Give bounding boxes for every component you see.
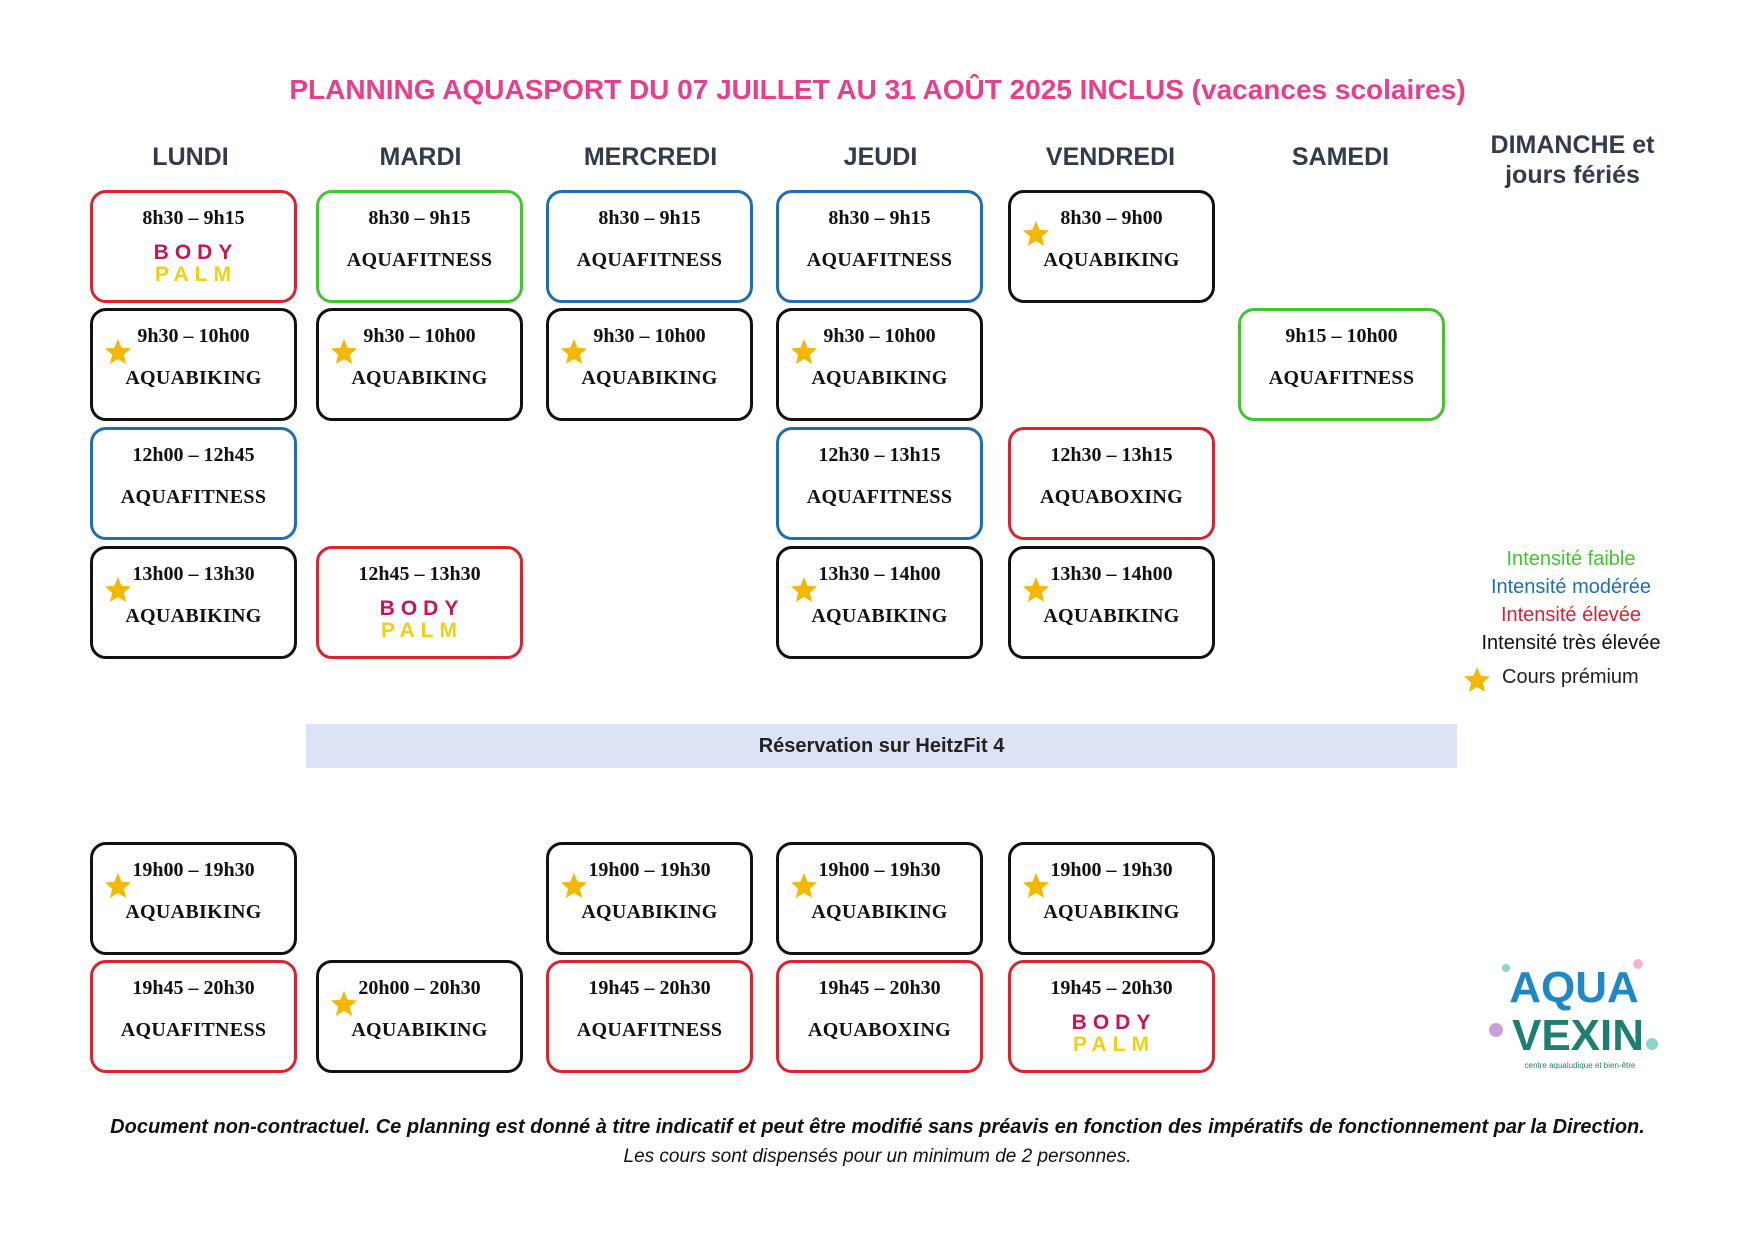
body-palm-logo-top: BODY [153, 241, 239, 264]
session-card-mardi [316, 960, 523, 1073]
disclaimer-line2: Les cours sont dispensés pour un minimum de 2 personnes. [623, 1146, 1132, 1167]
session-time: 9h30 – 10h00 [137, 325, 250, 347]
body-palm-logo-bottom: PALM [1073, 1033, 1155, 1055]
session-card-mercredi [546, 308, 753, 421]
session-course: AQUABIKING [581, 367, 718, 389]
session-course: AQUABIKING [811, 605, 948, 627]
disclaimer-line1: Document non-contractuel. Ce planning est donné à titre indicatif et peut être modifié sans préavis en fonction des impératifs de fonctionnement par la Direction. [110, 1116, 1645, 1138]
session-card-jeudi [776, 190, 983, 303]
session-card-mercredi [546, 842, 753, 955]
body-palm-logo [1047, 1009, 1181, 1055]
session-time: 9h30 – 10h00 [823, 325, 936, 347]
star-icon [1021, 219, 1051, 249]
day-header-dimanche [1470, 130, 1675, 190]
session-time: 9h15 – 10h00 [1285, 325, 1398, 347]
session-time: 19h45 – 20h30 [1050, 977, 1173, 999]
body-palm-logo-bottom: PALM [155, 263, 237, 285]
session-time: 19h00 – 19h30 [588, 859, 711, 881]
body-palm-logo [355, 595, 489, 641]
session-course: AQUABOXING [807, 1019, 951, 1041]
body-palm-logo-top: BODY [1071, 1011, 1157, 1034]
star-icon [329, 337, 359, 367]
star-icon [1021, 575, 1051, 605]
session-card-mardi [316, 546, 523, 659]
session-card-jeudi [776, 308, 983, 421]
star-icon [789, 337, 819, 367]
session-card-vendredi [1008, 546, 1215, 659]
reservation-banner: Réservation sur HeitzFit 4 [306, 724, 1457, 768]
session-time: 12h00 – 12h45 [132, 444, 255, 466]
session-time: 19h45 – 20h30 [132, 977, 255, 999]
session-time: 19h45 – 20h30 [818, 977, 941, 999]
session-time: 20h00 – 20h30 [358, 977, 481, 999]
session-time: 9h30 – 10h00 [363, 325, 476, 347]
session-card-lundi [90, 842, 297, 955]
star-icon [1021, 871, 1051, 901]
session-time: 8h30 – 9h15 [142, 207, 245, 229]
aqua-vexin-logo [1488, 958, 1662, 1078]
session-time: 13h00 – 13h30 [132, 563, 255, 585]
session-course: AQUABOXING [1039, 486, 1183, 508]
session-card-jeudi [776, 842, 983, 955]
star-icon [1462, 665, 1492, 695]
page-title: PLANNING AQUASPORT DU 07 JUILLET AU 31 AOÛT 2025 INCLUS (vacances scolaires) [289, 74, 1466, 105]
star-icon [103, 575, 133, 605]
session-time: 8h30 – 9h00 [1060, 207, 1163, 229]
session-time: 8h30 – 9h15 [368, 207, 471, 229]
body-palm-logo-bottom: PALM [381, 619, 463, 641]
session-course: AQUAFITNESS [346, 249, 493, 271]
session-time: 19h00 – 19h30 [1050, 859, 1173, 881]
session-card-samedi [1238, 308, 1445, 421]
star-icon [789, 575, 819, 605]
legend-intensite-moderee: Intensité modérée [1490, 576, 1652, 598]
session-card-vendredi [1008, 842, 1215, 955]
session-card-lundi [90, 960, 297, 1073]
session-course: AQUABIKING [811, 367, 948, 389]
session-course: AQUABIKING [125, 605, 262, 627]
brand-line1: AQUA [1509, 963, 1639, 1012]
legend-intensite-faible: Intensité faible [1506, 548, 1636, 570]
session-time: 12h30 – 13h15 [818, 444, 941, 466]
session-time: 13h30 – 14h00 [818, 563, 941, 585]
day-header-samedi: SAMEDI [1291, 143, 1390, 171]
body-palm-logo [129, 239, 263, 285]
session-course: AQUABIKING [351, 367, 488, 389]
session-time: 13h30 – 14h00 [1050, 563, 1173, 585]
session-course: AQUAFITNESS [806, 486, 953, 508]
session-course: AQUABIKING [1043, 901, 1180, 923]
legend-intensite-tres-elevee: Intensité très élevée [1481, 632, 1661, 654]
brand-line2: VEXIN [1511, 1011, 1645, 1060]
session-course: AQUABIKING [1043, 249, 1180, 271]
session-card-lundi [90, 190, 297, 303]
star-icon [559, 337, 589, 367]
brand-tagline: centre aqualudique et bien-être [1524, 1061, 1636, 1070]
session-course: AQUABIKING [125, 901, 262, 923]
session-time: 12h45 – 13h30 [358, 563, 481, 585]
session-card-jeudi [776, 546, 983, 659]
session-card-lundi [90, 546, 297, 659]
session-card-lundi [90, 427, 297, 540]
body-palm-logo-top: BODY [379, 597, 465, 620]
day-header-mercredi: MERCREDI [583, 143, 718, 171]
session-course: AQUAFITNESS [1268, 367, 1415, 389]
session-course: AQUAFITNESS [120, 486, 267, 508]
legend-intensite-elevee: Intensité élevée [1500, 604, 1642, 626]
session-course: AQUAFITNESS [576, 249, 723, 271]
session-time: 8h30 – 9h15 [828, 207, 931, 229]
session-card-vendredi [1008, 427, 1215, 540]
day-header-jeudi: JEUDI [843, 143, 918, 171]
session-course: AQUABIKING [125, 367, 262, 389]
session-card-vendredi [1008, 190, 1215, 303]
session-course: AQUABIKING [1043, 605, 1180, 627]
star-icon [789, 871, 819, 901]
session-time: 19h45 – 20h30 [588, 977, 711, 999]
star-icon [103, 337, 133, 367]
session-time: 8h30 – 9h15 [598, 207, 701, 229]
star-icon [329, 989, 359, 1019]
day-header-dimanche-line1: DIMANCHE et [1490, 131, 1655, 159]
session-course: AQUABIKING [811, 901, 948, 923]
session-card-mercredi [546, 960, 753, 1073]
session-time: 19h00 – 19h30 [132, 859, 255, 881]
session-time: 9h30 – 10h00 [593, 325, 706, 347]
legend-cours-premium: Cours prémium [1502, 666, 1639, 688]
star-icon [559, 871, 589, 901]
session-time: 12h30 – 13h15 [1050, 444, 1173, 466]
session-card-mardi [316, 190, 523, 303]
session-course: AQUAFITNESS [120, 1019, 267, 1041]
session-course: AQUAFITNESS [806, 249, 953, 271]
session-card-vendredi [1008, 960, 1215, 1073]
session-card-jeudi [776, 427, 983, 540]
day-header-mardi: MARDI [379, 143, 462, 171]
session-course: AQUAFITNESS [576, 1019, 723, 1041]
session-time: 19h00 – 19h30 [818, 859, 941, 881]
day-header-lundi: LUNDI [152, 143, 229, 171]
session-card-jeudi [776, 960, 983, 1073]
day-header-dimanche-line2: jours fériés [1505, 161, 1640, 189]
session-course: AQUABIKING [351, 1019, 488, 1041]
session-card-mardi [316, 308, 523, 421]
session-course: AQUABIKING [581, 901, 718, 923]
session-card-lundi [90, 308, 297, 421]
star-icon [103, 871, 133, 901]
session-card-mercredi [546, 190, 753, 303]
day-header-vendredi: VENDREDI [1045, 143, 1176, 171]
